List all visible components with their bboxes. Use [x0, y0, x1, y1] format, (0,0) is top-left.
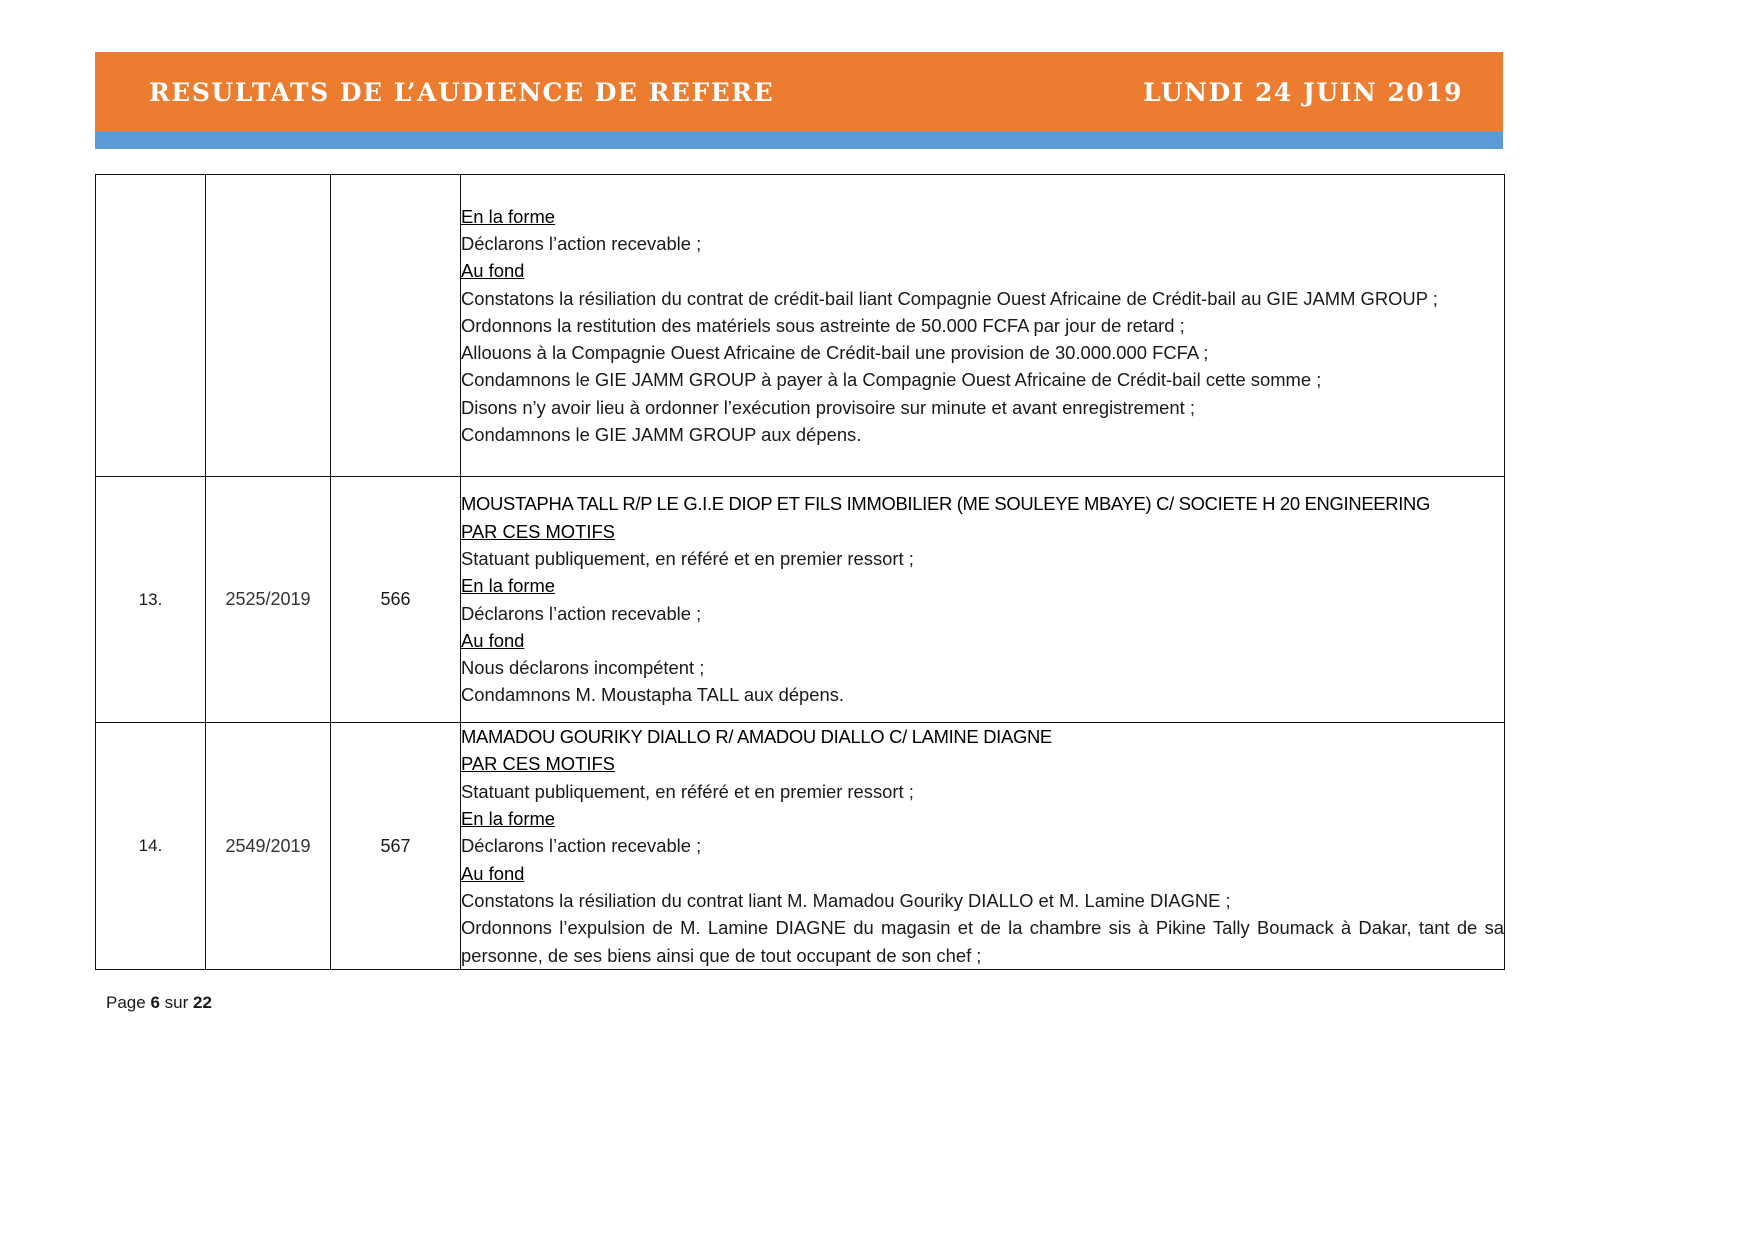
decision-line: Condamnons le GIE JAMM GROUP à payer à la Compagnie Ouest Africaine de Crédit-bail cette somme ;	[461, 369, 1322, 391]
ordonnance-number-cell: 566	[331, 477, 461, 723]
section-heading-forme: En la forme	[461, 575, 556, 597]
row-number-cell: 13.	[96, 477, 206, 723]
row-number-cell	[96, 175, 206, 477]
decision-line: Ordonnons la restitution des matériels sous astreinte de 50.000 FCFA par jour de retard ;	[461, 314, 1185, 336]
results-table	[95, 174, 1505, 970]
section-heading-fond: Au fond	[461, 862, 525, 884]
table-row	[96, 723, 1505, 970]
footer-page-current: 6	[150, 993, 160, 1012]
footer-page-prefix: Page	[106, 993, 146, 1012]
decision-text-cell	[461, 723, 1505, 970]
section-heading-motifs: PAR CES MOTIFS	[461, 520, 615, 542]
decision-line: Nous déclarons incompétent ;	[461, 657, 705, 679]
decision-line: Ordonnons l’expulsion de M. Lamine DIAGNE du magasin et de la chambre sis à Pikine Tally Boumack à Dakar, tant de sa personne, de ses biens ainsi que de tout occupant de son chef ;	[461, 917, 1504, 966]
decision-line: Statuant publiquement, en référé et en premier ressort ;	[461, 547, 914, 569]
decision-line: Déclarons l’action recevable ;	[461, 232, 702, 254]
section-heading-motifs: PAR CES MOTIFS	[461, 753, 615, 775]
footer-page-total: 22	[193, 993, 212, 1012]
footer-page-sep: sur	[164, 993, 189, 1012]
role-number-cell	[206, 175, 331, 477]
header-accent-band	[95, 132, 1503, 149]
header-date: LUNDI 24 JUIN 2019	[1143, 77, 1463, 107]
ordonnance-number-cell: 567	[331, 723, 461, 970]
decision-line: Constatons la résiliation du contrat de crédit-bail liant Compagnie Ouest Africaine de Crédit-bail au GIE JAMM GROUP ;	[461, 287, 1438, 309]
row-number-cell: 14.	[96, 723, 206, 970]
decision-line: Condamnons M. Moustapha TALL aux dépens.	[461, 684, 845, 706]
page-footer	[106, 993, 212, 1013]
role-number-cell: 2549/2019	[206, 723, 331, 970]
decision-line: Allouons à la Compagnie Ouest Africaine de Crédit-bail une provision de 30.000.000 FCFA ;	[461, 342, 1209, 364]
case-parties: MAMADOU GOURIKY DIALLO R/ AMADOU DIALLO C/ LAMINE DIAGNE	[461, 726, 1052, 748]
section-heading-forme: En la forme	[461, 808, 556, 830]
ordonnance-number-cell	[331, 175, 461, 477]
role-number-cell: 2525/2019	[206, 477, 331, 723]
header-title: RESULTATS DE L’AUDIENCE DE REFERE	[149, 77, 775, 107]
table-row	[96, 175, 1505, 477]
section-heading-fond: Au fond	[461, 260, 525, 282]
decision-text-cell	[461, 175, 1505, 477]
decision-line: Statuant publiquement, en référé et en premier ressort ;	[461, 780, 914, 802]
decision-line: Disons n’y avoir lieu à ordonner l’exécution provisoire sur minute et avant enregistrement ;	[461, 396, 1195, 418]
decision-line: Déclarons l’action recevable ;	[461, 602, 702, 624]
decision-line: Condamnons le GIE JAMM GROUP aux dépens.	[461, 424, 862, 446]
section-heading-forme: En la forme	[461, 205, 556, 227]
section-heading-fond: Au fond	[461, 629, 525, 651]
decision-line: Déclarons l’action recevable ;	[461, 835, 702, 857]
decision-text-cell	[461, 477, 1505, 723]
page-header	[95, 52, 1503, 132]
case-parties: MOUSTAPHA TALL R/P LE G.I.E DIOP ET FILS IMMOBILIER (ME SOULEYE MBAYE) C/ SOCIETE H 20 ENGINEERING	[461, 493, 1431, 515]
table-row	[96, 477, 1505, 723]
decision-line: Constatons la résiliation du contrat liant M. Mamadou Gouriky DIALLO et M. Lamine DIAGNE ;	[461, 889, 1231, 911]
